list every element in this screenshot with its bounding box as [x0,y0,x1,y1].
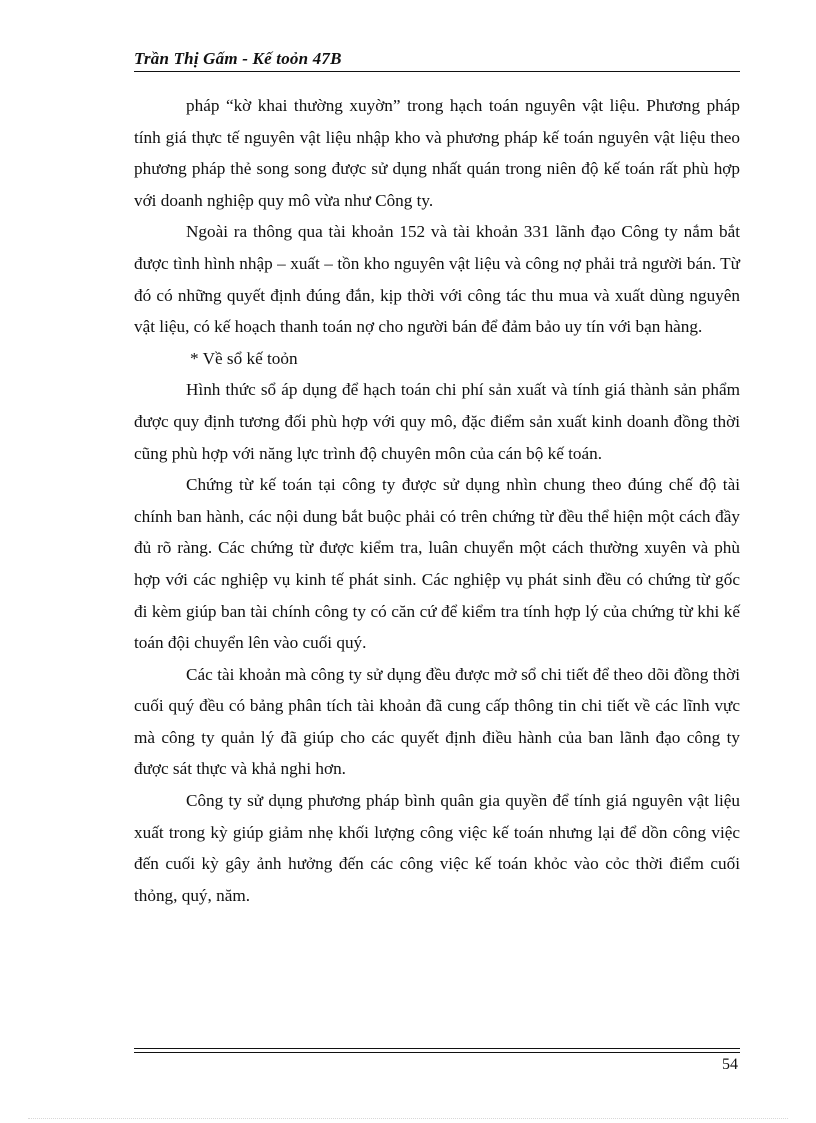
running-header: Trần Thị Gấm - Kế toỏn 47B [134,49,342,68]
paragraph-detailed-ledgers: Các tài khoản mà công ty sử dụng đều được mở sổ chi tiết để theo dõi đồng thời cuối quý đều có bảng phân tích tài khoản đã cung cấp thông tin chi tiết về các lĩnh vực mà công ty quản lý đã giúp cho các quyết định điều hành của ban lãnh đạo công ty được sát thực và khả nghi hơn. [134,664,740,779]
page-bottom-dotted-edge [28,1118,788,1119]
paragraph-bookkeeping-form: Hình thức sổ áp dụng để hạch toán chi phí sản xuất và tính giá thành sản phẩm được quy định tương đối phù hợp với quy mô, đặc điểm sản xuất kinh doanh đồng thời cũng phù hợp với năng lực trình độ chuyên môn của cán bộ kế toán. [134,380,740,463]
header-rule [134,71,740,72]
footer-rule-top [134,1048,740,1049]
paragraph-account-tracking: Ngoài ra thông qua tài khoản 152 và tài khoản 331 lãnh đạo Công ty nắm bắt được tình hình nhập – xuất – tồn kho nguyên vật liệu và công nợ phải trả người bán. Từ đó có những quyết định đúng đắn, kịp thời với công tác thu mua và xuất dùng nguyên vật liệu, có kế hoạch thanh toán nợ cho người bán để đảm bảo uy tín với bạn hàng. [134,222,740,337]
section-heading-ledger: * Về sổ kế toỏn [190,348,298,368]
paragraph-continuation: pháp “kờ khai thường xuyờn” trong hạch toán nguyên vật liệu. Phương pháp tính giá thực tế nguyên vật liệu nhập kho và phương pháp kế toán nguyên vật liệu theo phương pháp thẻ song song được sử dụng nhất quán trong niên độ kế toán rất phù hợp với doanh nghiệp quy mô vừa như Công ty. [134,96,740,210]
footer-rule-bottom [134,1052,740,1053]
paragraph-weighted-average: Công ty sử dụng phương pháp bình quân gia quyền để tính giá nguyên vật liệu xuất trong kỳ giúp giảm nhẹ khối lượng công việc kế toán nhưng lại để dồn công việc đến cuối kỳ gây ảnh hưởng đến các công việc kế toán khỏc vào cỏc thời điểm cuối thỏng, quý, năm. [134,791,740,905]
paragraph-vouchers: Chứng từ kế toán tại công ty được sử dụng nhìn chung theo đúng chế độ tài chính ban hành, các nội dung bắt buộc phải có trên chứng từ đều thể hiện một cách đầy đủ rõ ràng. Các chứng từ được kiểm tra, luân chuyển một cách thường xuyên và phù hợp với các nghiệp vụ kinh tế phát sinh. Các nghiệp vụ phát sinh đều có chứng từ gốc đi kèm giúp ban tài chính công ty có căn cứ để kiểm tra tính hợp lý của chứng từ khi kế toán đội chuyển lên vào cuối quý. [134,475,740,653]
page-number: 54 [722,1056,738,1073]
body-text [134,90,740,911]
